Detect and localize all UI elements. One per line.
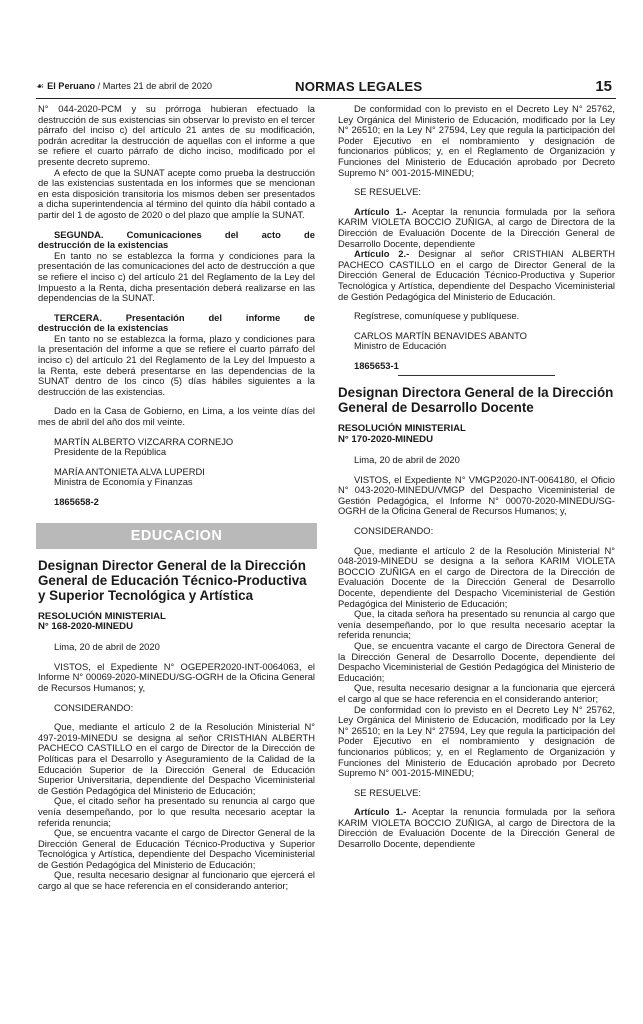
article-label: Artículo 2.- bbox=[354, 248, 410, 260]
article-text: Aceptar la renuncia formulada por la señora KARIM VIOLETA BOCCIO ZUÑIGA, al cargo de Directora de la Dirección de Evaluación Docente de la Dirección General de Desarrollo Docente, dependiente bbox=[338, 806, 615, 850]
paragraph: Que, el citado señor ha presentado su renuncia al cargo que venía desempeñando, por lo que resulta necesario aceptar la referida renuncia; bbox=[38, 795, 315, 828]
paragraph: En tanto no se establezca la forma y condiciones para la presentación de las comunicaciones del acto de destrucción a que se refiere el inciso c) del artículo 21 del Reglamento de la Ley del Impuesto a la Renta, dicha presentación deberá realizarse en las dependencias de la SUNAT. bbox=[38, 249, 315, 304]
paragraph: Dado en la Casa de Gobierno, en Lima, a los veinte días del mes de abril del año dos mil veinte. bbox=[38, 405, 315, 428]
signatory-name: MARÍA ANTONIETA ALVA LUPERDI bbox=[54, 465, 205, 477]
page-number: 15 bbox=[595, 78, 612, 95]
article-paragraph bbox=[338, 207, 615, 249]
right-column bbox=[338, 104, 615, 850]
resuelve-heading: SE RESUELVE: bbox=[354, 186, 422, 198]
left-column bbox=[38, 104, 315, 892]
paragraph: De conformidad con lo previsto en el Decreto Ley N° 25762, Ley Orgánica del Ministerio de Educación, modificado por la Ley N° 26510; en la Ley N° 27594, Ley que regula la participación del Poder Ejecutivo en el nombramiento y designación de funcionarios públicos; y, en el Reglamento de Organización y Funciones del Ministerio de Educación aprobado por Decreto Supremo N° 001-2015-MINEDU; bbox=[338, 103, 615, 178]
paragraph: Que, resulta necesario designar a la funcionaria que ejercerá el cargo al que se hace referencia en el considerando anterior; bbox=[338, 682, 615, 704]
article-text: Aceptar la renuncia formulada por la señora KARIM VIOLETA BOCCIO ZUÑIGA, al cargo de Directora de la Dirección de Evaluación Docente de la Dirección General de Desarrollo Docente, dependiente bbox=[338, 205, 615, 249]
article-label: Artículo 1.- bbox=[354, 205, 407, 217]
paragraph: En tanto no se establezca la forma, plazo y condiciones para la presentación del informe a que se refiere el cuarto párrafo del inciso c) del artículo 21 del Reglamento de la Ley del Impuesto a la Renta, este deberá presentarse en las dependencias de la SUNAT dentro de los cinco (5) días hábiles siguientes a la destrucción de las existencias. bbox=[38, 332, 315, 397]
provision-heading: destrucción de la existencias bbox=[38, 322, 169, 334]
signatory-name: MARTÍN ALBERTO VIZCARRA CORNEJO bbox=[54, 435, 234, 447]
article-title: Designan Director General de la Dirección General de Educación Técnico-Productiva y Superior Tecnológica y Artística bbox=[38, 557, 307, 603]
resolution-date: Lima, 20 de abril de 2020 bbox=[354, 454, 460, 466]
signatory-role: Presidente de la República bbox=[54, 446, 167, 458]
paragraph: Que, se encuentra vacante el cargo de Directora General de la Dirección General de Desarrollo Docente, dependiente del Despacho Viceministerial de Gestión Pedagógica del Ministerio de Educación; bbox=[338, 639, 615, 683]
signatory-role: Ministro de Educación bbox=[354, 340, 447, 352]
provision-heading: SEGUNDA. Comunicaciones del acto de bbox=[54, 228, 315, 240]
document-code: 1865658-2 bbox=[54, 496, 99, 507]
article-paragraph bbox=[338, 249, 615, 302]
section-title: NORMAS LEGALES bbox=[295, 79, 423, 94]
resuelve-heading: SE RESUELVE: bbox=[354, 786, 422, 798]
article-text: Designar al señor CRISTHIAN ALBERTH PACHECO CASTILLO en el cargo de Director General de la Dirección General de Educación Técnico-Productiva y Superior Tecnológica y Artística, dependiente del Despacho Viceministerial de Gestión Pedagógica del Ministerio de Educación. bbox=[338, 248, 615, 302]
closing-formula: Regístrese, comuníquese y publíquese. bbox=[354, 310, 520, 322]
article-label: Artículo 1.- bbox=[354, 806, 407, 818]
header-publication bbox=[36, 81, 212, 92]
section-banner: EDUCACION bbox=[36, 523, 317, 549]
provision-heading: TERCERA. Presentación del informe de bbox=[54, 311, 315, 323]
coat-of-arms-icon: ☙ bbox=[36, 81, 45, 91]
resolution-number: N° 170-2020-MINEDU bbox=[338, 434, 434, 446]
provision-heading: destrucción de la existencias bbox=[38, 239, 169, 251]
page-header bbox=[36, 78, 616, 99]
publication-name: El Peruano bbox=[47, 81, 96, 91]
paragraph: Que, la citada señora ha presentado su renuncia al cargo que venía desempeñando, por lo que resulta necesario aceptar la referida renuncia; bbox=[338, 608, 615, 641]
paragraph: N° 044-2020-PCM y su prórroga hubieran efectuado la destrucción de sus existencias sin observar lo previsto en el tercer párrafo del inciso c) del artículo 21 antes de su modificación, podrán acreditar la destrucción de aquellas con el informe a que se refiere el cuarto párrafo de dicho inciso, modificado por el presente decreto supremo. bbox=[38, 103, 315, 167]
paragraph: Que, se encuentra vacante el cargo de Director General de la Dirección General de Educación Técnico-Productiva y Superior Tecnológica y Artística, dependiente del Despacho Viceministerial de Gestión Pedagógica del Ministerio de Educación; bbox=[38, 827, 315, 870]
publication-date: / Martes 21 de abril de 2020 bbox=[95, 81, 213, 91]
considerando-heading: CONSIDERANDO: bbox=[354, 525, 434, 537]
signatory-role: Ministra de Economía y Finanzas bbox=[54, 476, 193, 488]
resolution-label: RESOLUCIÓN MINISTERIAL bbox=[38, 610, 166, 622]
considerando-heading: CONSIDERANDO: bbox=[54, 701, 134, 713]
paragraph: Que, mediante el artículo 2 de la Resolución Ministerial N° 048-2019-MINEDU se designa a la señora KARIM VIOLETA BOCCIO ZUÑIGA en el cargo de Directora de la Dirección de Evaluación Docente de la Dirección General de Desarrollo Docente, dependiente del Despacho Viceministerial de Gestión Pedagógica del Ministerio de Educación; bbox=[338, 544, 615, 609]
resolution-number: N° 168-2020-MINEDU bbox=[38, 621, 134, 633]
article-paragraph bbox=[338, 807, 615, 849]
paragraph: De conformidad con lo previsto en el Decreto Ley N° 25762, Ley Orgánica del Ministerio de Educación, modificado por la Ley N° 26510; en la Ley N° 27594, Ley que regula la participación del Poder Ejecutivo en el nombramiento y designación de funcionarios públicos; y, en el Reglamento de Organización y Funciones del Ministerio de Educación aprobado por Decreto Supremo N° 001-2015-MINEDU; bbox=[338, 703, 615, 779]
document-code: 1865653-1 bbox=[354, 359, 399, 371]
paragraph: VISTOS, el Expediente N° OGEPER2020-INT-0064063, el Informe N° 00069-2020-MINEDU/SG-OGRH de la Oficina General de Recursos Humanos; y, bbox=[38, 660, 315, 693]
resolution-date: Lima, 20 de abril de 2020 bbox=[54, 641, 160, 653]
paragraph: Que, resulta necesario designar al funcionario que ejercerá el cargo al que se hace referencia en el considerando anterior; bbox=[38, 869, 315, 892]
paragraph: A efecto de que la SUNAT acepte como prueba la destrucción de las existencias sustentada en los informes que se mencionan en esta disposición transitoria los mismos deben ser presentados a dicha superintendencia al término del quinto día hábil contado a partir del 1 de agosto de 2020 o del plazo que amplíe la SUNAT. bbox=[38, 166, 315, 220]
paragraph: VISTOS, el Expediente N° VMGP2020-INT-0064180, el Oficio N° 043-2020-MINEDU/VMGP del Despacho Viceministerial de Gestión Pedagógica, el Informe N° 00070-2020-MINEDU/SG-OGRH de la Oficina General de Recursos Humanos; y, bbox=[338, 473, 615, 517]
signatory-name: CARLOS MARTÍN BENAVIDES ABANTO bbox=[354, 329, 527, 341]
resolution-label: RESOLUCIÓN MINISTERIAL bbox=[338, 423, 466, 435]
paragraph: Que, mediante el artículo 2 de la Resolución Ministerial N° 497-2019-MINEDU se designa al señor CRISTHIAN ALBERTH PACHECO CASTILLO en el cargo de Director de la Dirección de Políticas para el Desarrollo y Aseguramiento de la Calidad de la Educación Superior de la Dirección General de Educación Superior Universitaria, dependiente del Despacho Viceministerial de Gestión Pedagógica del Ministerio de Educación; bbox=[38, 721, 315, 796]
article-title: Designan Directora General de la Dirección General de Desarrollo Docente bbox=[338, 385, 614, 416]
